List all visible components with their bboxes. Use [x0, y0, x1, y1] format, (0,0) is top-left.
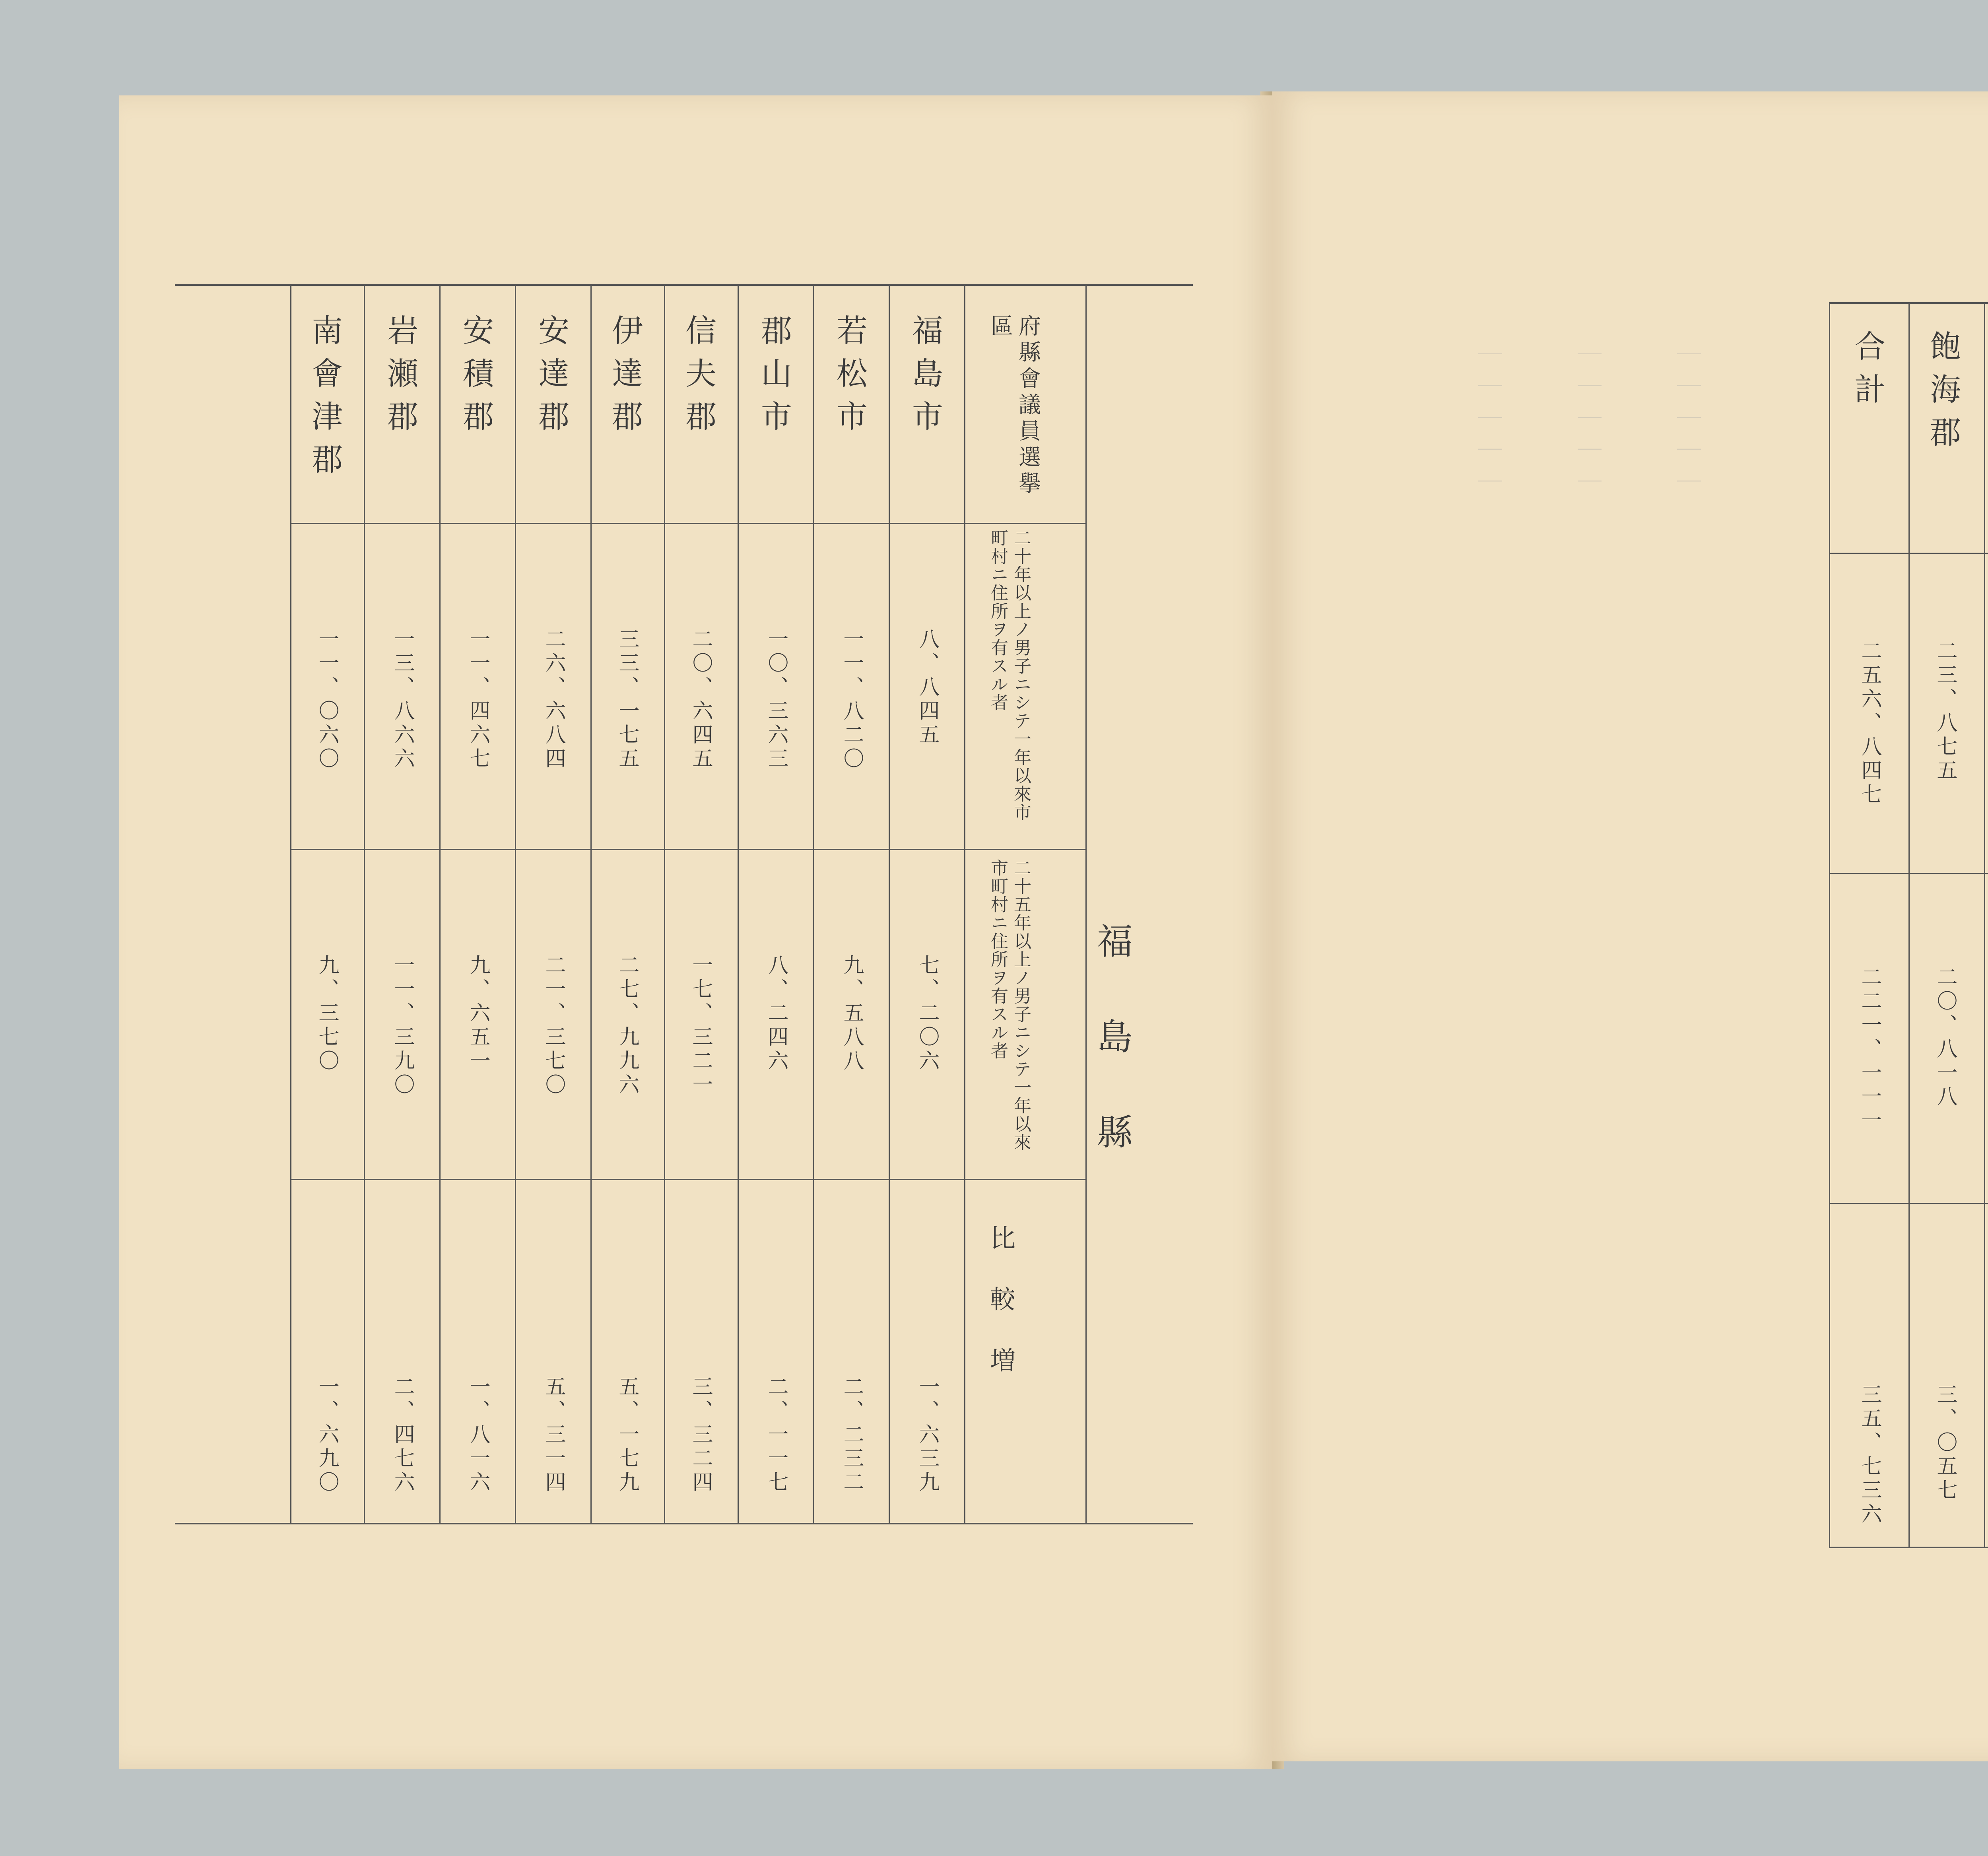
column-rule	[290, 284, 291, 1523]
prefecture-title: 福島縣	[1091, 922, 1132, 1209]
count-25yr: 七、二〇六	[915, 954, 939, 1074]
column-rule	[664, 284, 665, 1523]
column-rule	[738, 284, 739, 1523]
left-row-rule-2	[290, 1179, 1085, 1180]
district-name: 福島市	[907, 314, 943, 443]
district-name: 伊達郡	[607, 314, 643, 443]
left-table-bottom-rule	[175, 1523, 1193, 1524]
column-rule	[1829, 302, 1830, 1547]
increase: 一、八一六	[466, 1376, 490, 1495]
count-25yr: 一七、三二一	[689, 954, 712, 1097]
district-header: 府縣會議員選擧區	[987, 314, 1041, 498]
column-rule	[964, 284, 965, 1523]
district-name: 岩瀬郡	[382, 314, 418, 443]
count-20yr: 八、八四五	[915, 628, 939, 747]
increase: 二、一一七	[764, 1376, 788, 1495]
col2-header: 二十五年以上ノ男子ニシテ一年以來市町村ニ住所ヲ有スル者	[988, 859, 1031, 1151]
district-name: 合計	[1849, 330, 1885, 416]
increase: 二、二三二	[840, 1376, 864, 1495]
left-row-rule-1	[290, 849, 1085, 850]
count-20yr: 三三、一七五	[615, 628, 639, 771]
count-20yr: 二三、八七五	[1933, 640, 1957, 783]
district-name: 信夫郡	[680, 314, 716, 443]
increase: 五、一七九	[615, 1376, 639, 1495]
district-name: 若松市	[831, 314, 867, 443]
count-25yr: 二〇、八一八	[1933, 966, 1957, 1109]
count-20yr: 一〇、三六三	[764, 628, 788, 771]
increase: 三五、七三六	[1858, 1384, 1881, 1527]
column-rule	[439, 284, 441, 1523]
increase: 二、四七六	[390, 1376, 414, 1495]
increase: 一、六三九	[915, 1376, 939, 1495]
increase: 三、〇五七	[1933, 1384, 1957, 1503]
increase: 五、三一四	[542, 1376, 565, 1495]
count-20yr: 一三、八六六	[390, 628, 414, 771]
bleed-through-text: ｜｜｜｜｜	[1474, 342, 1502, 501]
count-25yr: 九、六五一	[466, 954, 490, 1074]
count-20yr: 一一、〇六〇	[315, 628, 339, 771]
district-name: 安積郡	[458, 314, 493, 443]
column-rule	[1085, 284, 1087, 1523]
count-20yr: 二〇、六四五	[689, 628, 712, 771]
count-25yr: 八、二四六	[764, 954, 788, 1074]
column-rule	[515, 284, 516, 1523]
count-20yr: 一一、八二〇	[840, 628, 864, 771]
count-20yr: 二六、六八四	[542, 628, 565, 771]
district-name: 飽海郡	[1925, 330, 1961, 459]
count-25yr: 二七、九九六	[615, 954, 639, 1097]
column-rule	[364, 284, 365, 1523]
count-20yr: 二五六、八四七	[1858, 640, 1881, 807]
col1-header: 二十年以上ノ男子ニシテ一年以來市町村ニ住所ヲ有スル者	[988, 529, 1031, 821]
column-rule	[889, 284, 890, 1523]
bleed-through-text: ｜｜｜｜｜	[1673, 342, 1701, 501]
count-25yr: 一一、三九〇	[390, 954, 414, 1097]
count-25yr: 二二一、一一一	[1858, 966, 1881, 1133]
column-rule	[590, 284, 592, 1523]
count-25yr: 九、三七〇	[315, 954, 339, 1074]
district-name: 南會津郡	[307, 314, 342, 486]
left-header-row-rule	[290, 523, 1085, 524]
col3-header: 比較増	[986, 1225, 1015, 1408]
column-rule	[1984, 302, 1985, 1547]
left-table-top-rule	[175, 284, 1193, 286]
increase: 三、三二四	[689, 1376, 712, 1495]
right-table-bottom-rule	[1829, 1547, 1988, 1548]
district-name: 郡山市	[756, 314, 792, 443]
increase: 一、六九〇	[315, 1376, 339, 1495]
column-rule	[813, 284, 814, 1523]
count-25yr: 二一、三七〇	[542, 954, 565, 1097]
count-20yr: 一一、四六七	[466, 628, 490, 771]
column-rule	[1908, 302, 1910, 1547]
count-25yr: 九、五八八	[840, 954, 864, 1074]
district-name: 安達郡	[533, 314, 569, 443]
bleed-through-text: ｜｜｜｜｜	[1574, 342, 1602, 501]
